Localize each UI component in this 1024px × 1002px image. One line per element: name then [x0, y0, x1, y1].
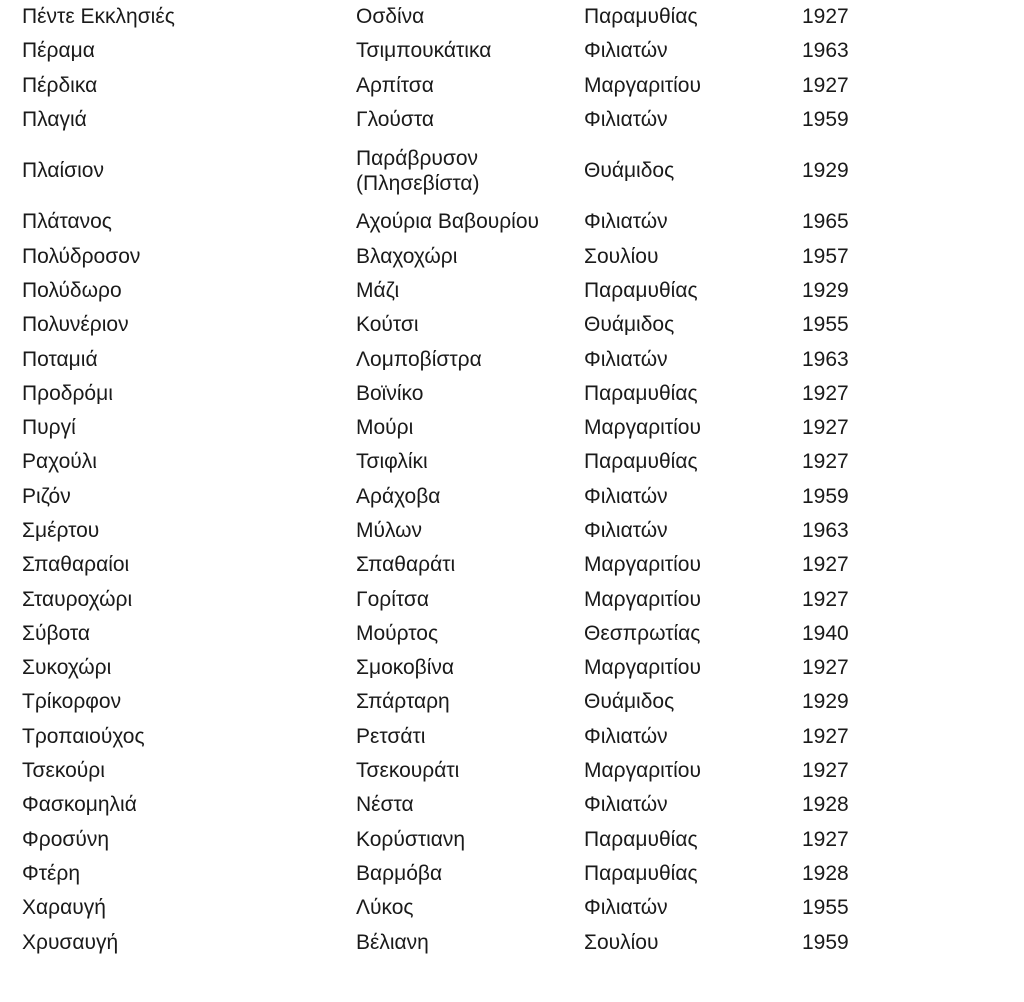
old-name-cell: Τσεκουράτι: [356, 759, 460, 783]
year-cell: 1957: [802, 244, 849, 268]
new-name-cell: Ραχούλι: [22, 450, 97, 474]
table-row: [14, 548, 870, 582]
region-cell: Παραμυθίας: [584, 450, 698, 474]
old-name-cell: Τσιφλίκι: [356, 450, 428, 474]
new-name-cell: Τροπαιούχος: [22, 724, 145, 748]
region-cell: Φιλιατών: [584, 39, 668, 63]
region-cell: Μαργαριτίου: [584, 587, 701, 611]
table-row: [14, 891, 870, 925]
region-cell: Φιλιατών: [584, 484, 668, 508]
region-cell: Φιλιατών: [584, 896, 668, 920]
region-cell: Φιλιατών: [584, 793, 668, 817]
old-name-cell: Βλαχοχώρι: [356, 244, 458, 268]
table-row: [14, 480, 870, 514]
region-cell: Θυάμιδος: [584, 159, 675, 183]
old-name-cell: Κούτσι: [356, 313, 419, 337]
region-cell: Παραμυθίας: [584, 861, 698, 885]
year-cell: 1955: [802, 313, 849, 337]
year-cell: 1929: [802, 278, 849, 302]
year-cell: 1963: [802, 39, 849, 63]
new-name-cell: Σύβοτα: [22, 621, 91, 645]
year-cell: 1927: [802, 759, 849, 783]
new-name-cell: Σπαθαραίοι: [22, 553, 130, 577]
region-cell: Θυάμιδος: [584, 313, 675, 337]
table-row: [14, 308, 870, 342]
year-cell: 1927: [802, 5, 849, 29]
new-name-cell: Φροσύνη: [22, 827, 110, 851]
new-name-cell: Φασκομηλιά: [22, 793, 137, 817]
table-row: [14, 445, 870, 479]
region-cell: Φιλιατών: [584, 519, 668, 542]
old-name-cell: Βαρμόβα: [356, 861, 443, 885]
old-name-cell: Ρετσάτι: [356, 724, 426, 748]
renamed-villages-table: [14, 0, 870, 960]
region-cell: Θυάμιδος: [584, 690, 675, 714]
new-name-cell: Πλαγιά: [22, 108, 87, 132]
old-name-cell: Μούρτος: [356, 621, 439, 645]
table-row: [14, 274, 870, 308]
old-name-cell: Νέστα: [356, 793, 414, 817]
table-row: [14, 720, 870, 754]
old-name-cell: Κορύστιανη: [356, 827, 466, 851]
table-row: [14, 857, 870, 891]
region-cell: Μαργαριτίου: [584, 759, 701, 783]
region-cell: Παραμυθίας: [584, 381, 698, 405]
region-cell: Παραμυθίας: [584, 5, 698, 29]
region-cell: Φιλιατών: [584, 724, 668, 748]
new-name-cell: Πέραμα: [22, 39, 95, 63]
year-cell: 1959: [802, 930, 849, 954]
table-row: [14, 103, 870, 137]
new-name-cell: Πέρδικα: [22, 73, 98, 97]
year-cell: 1929: [802, 159, 849, 183]
table-row: [14, 137, 870, 205]
table-row: [14, 377, 870, 411]
table-row: [14, 617, 870, 651]
region-cell: Σουλίου: [584, 244, 659, 268]
new-name-cell: Προδρόμι: [22, 381, 113, 405]
table-row: [14, 685, 870, 719]
table-row: [14, 69, 870, 103]
old-name-cell: Λύκος: [356, 896, 414, 920]
old-name-cell: Σπαθαράτι: [356, 553, 456, 577]
year-cell: 1959: [802, 484, 849, 508]
region-cell: Μαργαριτίου: [584, 73, 701, 97]
table-row: [14, 239, 870, 273]
old-name-cell: Αρπίτσα: [356, 73, 434, 97]
table-row: [14, 514, 870, 548]
year-cell: 1963: [802, 347, 849, 371]
new-name-cell: Φτέρη: [22, 861, 81, 885]
old-name-cell: Τσιμπουκάτικα: [356, 39, 492, 63]
old-name-cell: Μύλων: [356, 519, 423, 542]
region-cell: Παραμυθίας: [584, 827, 698, 851]
new-name-cell: Σταυροχώρι: [22, 587, 133, 611]
old-name-cell: Μάζι: [356, 278, 400, 302]
new-name-cell: Πολύδροσον: [22, 244, 141, 268]
new-name-cell: Ριζόν: [22, 484, 71, 508]
new-name-cell: Τσεκούρι: [22, 759, 105, 783]
year-cell: 1955: [802, 896, 849, 920]
old-name-cell: Αράχοβα: [356, 484, 441, 508]
table-row: [14, 582, 870, 616]
table-row: [14, 0, 870, 34]
new-name-cell: Πέντε Εκκλησιές: [22, 5, 175, 29]
year-cell: 1928: [802, 793, 849, 817]
new-name-cell: Τρίκορφον: [22, 690, 122, 714]
new-name-cell: Πολύδωρο: [22, 278, 122, 302]
table-row: [14, 205, 870, 239]
table-row: [14, 754, 870, 788]
old-name-cell: Οσδίνα: [356, 5, 425, 29]
year-cell: 1965: [802, 210, 849, 234]
old-name-cell: Παράβρυσον (Πλησεβίστα): [356, 146, 480, 195]
year-cell: 1927: [802, 656, 849, 680]
region-cell: Μαργαριτίου: [584, 553, 701, 577]
year-cell: 1959: [802, 108, 849, 132]
new-name-cell: Συκοχώρι: [22, 656, 112, 680]
new-name-cell: Ποταμιά: [22, 347, 98, 371]
old-name-cell: Γορίτσα: [356, 587, 429, 611]
year-cell: 1927: [802, 381, 849, 405]
old-name-cell: Γλούστα: [356, 108, 435, 132]
new-name-cell: Χαραυγή: [22, 896, 106, 920]
year-cell: 1927: [802, 587, 849, 611]
new-name-cell: Χρυσαυγή: [22, 930, 119, 954]
region-cell: Φιλιατών: [584, 108, 668, 132]
year-cell: 1940: [802, 621, 849, 645]
table-row: [14, 651, 870, 685]
new-name-cell: Πλαίσιον: [22, 159, 104, 183]
region-cell: Μαργαριτίου: [584, 656, 701, 680]
year-cell: 1927: [802, 73, 849, 97]
region-cell: Φιλιατών: [584, 210, 668, 234]
table-row: [14, 34, 870, 68]
year-cell: 1927: [802, 827, 849, 851]
year-cell: 1963: [802, 519, 849, 542]
year-cell: 1928: [802, 861, 849, 885]
year-cell: 1927: [802, 416, 849, 440]
table-row: [14, 788, 870, 822]
old-name-cell: Αχούρια Βαβουρίου: [356, 210, 540, 234]
year-cell: 1927: [802, 450, 849, 474]
new-name-cell: Πολυνέριον: [22, 313, 129, 337]
old-name-cell: Βέλιανη: [356, 930, 429, 954]
old-name-cell: Λομποβίστρα: [356, 347, 482, 371]
old-name-cell: Σμοκοβίνα: [356, 656, 455, 680]
region-cell: Θεσπρωτίας: [584, 621, 701, 645]
year-cell: 1927: [802, 724, 849, 748]
region-cell: Σουλίου: [584, 930, 659, 954]
region-cell: Φιλιατών: [584, 347, 668, 371]
old-name-cell: Μούρι: [356, 416, 414, 440]
year-cell: 1927: [802, 553, 849, 577]
old-name-cell: Βοϊνίκο: [356, 381, 424, 405]
table-row: [14, 342, 870, 376]
new-name-cell: Σμέρτου: [22, 519, 100, 542]
table-row: [14, 823, 870, 857]
table-body: [14, 0, 870, 960]
table-row: [14, 925, 870, 959]
new-name-cell: Πυργί: [22, 416, 76, 440]
region-cell: Παραμυθίας: [584, 278, 698, 302]
year-cell: 1929: [802, 690, 849, 714]
old-name-cell: Σπάρταρη: [356, 690, 450, 714]
region-cell: Μαργαριτίου: [584, 416, 701, 440]
new-name-cell: Πλάτανος: [22, 210, 112, 234]
table-row: [14, 411, 870, 445]
